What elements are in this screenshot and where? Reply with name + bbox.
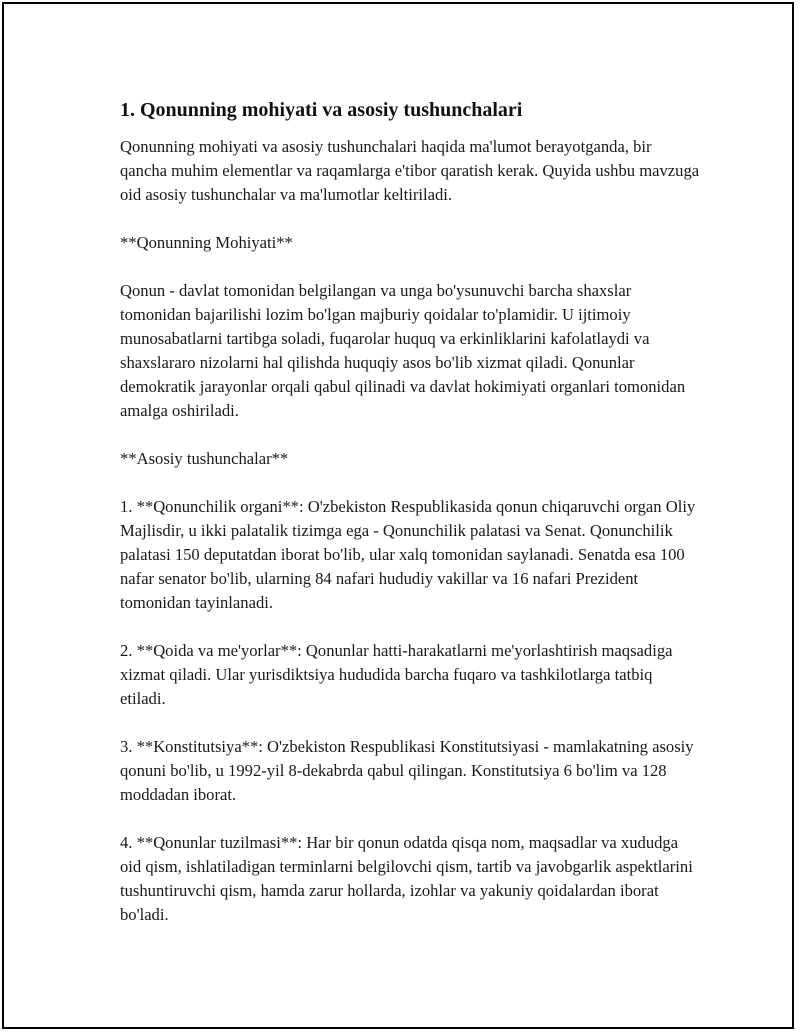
definition-paragraph: Qonun - davlat tomonidan belgilangan va unga bo'ysunuvchi barcha shaxslar tomonidan bajarilishi lozim bo'lgan majburiy qoidalar to'plamidir. U ijtimoiy munosabatlarni tartibga soladi, fuqarolar huquq va erkinliklarini kafolatlaydi va shaxslararo nizolarni hal qilishda huquqiy asos bo'lib xizmat qiladi. Qonunlar demokratik jarayonlar orqali qabul qilinadi va davlat hokimiyati organlari tomonidan amalga oshiriladi. bbox=[120, 281, 686, 420]
page-frame bbox=[2, 2, 794, 1029]
section-heading-tushunchalar: **Asosiy tushunchalar** bbox=[120, 449, 289, 468]
document-body bbox=[120, 97, 700, 951]
list-item-qonunchilik-organi: 1. **Qonunchilik organi**: O'zbekiston Respublikasida qonun chiqaruvchi organ Oliy Majlisdir, u ikki palatalik tizimga ega - Qonunchilik palatasi va Senat. Qonunchilik palatasi 150 deputatdan iborat bo'lib, ular xalq tomonidan saylanadi. Senatda esa 100 nafar senator bo'lib, ularning 84 nafari hududiy vakillar va 16 nafari Prezident tomonidan tayinlanadi. bbox=[120, 497, 696, 612]
section-heading-mohiyati: **Qonunning Mohiyati** bbox=[120, 233, 293, 252]
list-item-qonunlar-tuzilmasi: 4. **Qonunlar tuzilmasi**: Har bir qonun odatda qisqa nom, maqsadlar va xududga oid qism, ishlatiladigan terminlarni belgilovchi qism, tartib va javobgarlik aspektlarini tushuntiruvchi qism, hamda zarur hollarda, izohlar va yakuniy qoidalardan iborat bo'ladi. bbox=[120, 833, 693, 924]
page-title: 1. Qonunning mohiyati va asosiy tushunchalari bbox=[120, 99, 523, 121]
intro-paragraph: Qonunning mohiyati va asosiy tushunchalari haqida ma'lumot berayotganda, bir qancha muhim elementlar va raqamlarga e'tibor qaratish kerak. Quyida ushbu mavzuga oid asosiy tushunchalar va ma'lumotlar keltiriladi. bbox=[120, 137, 700, 204]
list-item-konstitutsiya: 3. **Konstitutsiya**: O'zbekiston Respublikasi Konstitutsiyasi - mamlakatning asosiy qonuni bo'lib, u 1992-yil 8-dekabrda qabul qilingan. Konstitutsiya 6 bo'lim va 128 moddadan iborat. bbox=[120, 737, 694, 804]
list-item-qoida-meyorlar: 2. **Qoida va me'yorlar**: Qonunlar hatti-harakatlarni me'yorlashtirish maqsadiga xizmat qiladi. Ular yurisdiktsiya hududida barcha fuqaro va tashkilotlarga tatbiq etiladi. bbox=[120, 641, 673, 708]
